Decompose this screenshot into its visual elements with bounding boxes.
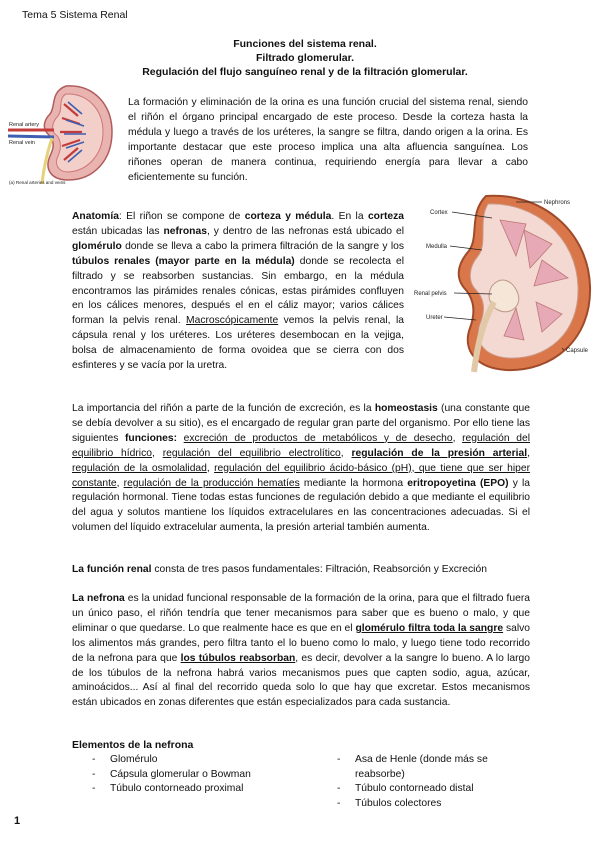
renal-artery-label: Renal artery [9, 122, 39, 128]
title-line-1: Funciones del sistema renal. [233, 38, 377, 50]
capsule-label: Capsule [566, 348, 589, 354]
renal-vein-label: Renal vein [9, 140, 35, 146]
glomerulo-filtra-phrase: glomérulo filtra toda la sangre [355, 622, 504, 634]
funcion-acido-basico: regulación del equilibrio ácido-básico (pH), que tiene que ser hiper constante [72, 462, 530, 489]
list-item: - Túbulo contorneado distal [337, 782, 527, 797]
elementos-heading: Elementos de la nefrona [72, 739, 194, 751]
kidney-vessels-illustration [8, 80, 118, 188]
homeostasis-text [177, 433, 184, 444]
list-item: - Cápsula glomerular o Bowman [92, 768, 312, 783]
funcion-renal-term: La función renal [72, 564, 152, 575]
nefrona-text: es la unidad funcional responsable de la formación de la orina, para que el filtrado fuera un único paso, el riñón tendría que tener mecanismos para saber que es bueno o malo, y que eliminar o que quedarse. Lo que realmente hace es que en el [72, 593, 530, 634]
tubulos-reabsorban-phrase: los túbulos reabsorban [180, 652, 296, 664]
kidney-anatomy-illustration [412, 190, 600, 374]
anatomia-text: donde se lleva a cabo la primera filtración de la sangre y los [121, 240, 404, 252]
funcion-osmolalidad: regulación de la osmolalidad [72, 462, 207, 474]
nefrona-paragraph [72, 592, 530, 711]
homeostasis-separator: , [452, 432, 463, 444]
anatomia-glomerulo: glomérulo [72, 240, 122, 252]
funcion-renal-paragraph [72, 563, 542, 578]
funciones-term: funciones: [124, 432, 178, 444]
title-line-2: Filtrado glomerular. [255, 52, 355, 64]
anatomia-corteza-medula: corteza y médula [244, 211, 332, 222]
funcion-presion-arterial: regulación de la presión arterial [351, 447, 528, 459]
anatomia-nefronas: nefronas [163, 225, 207, 237]
funcion-hidrico: regulación del equilibrio hídrico [72, 432, 530, 459]
anatomia-term: Anatomía [72, 211, 119, 222]
homeostasis-separator: , [527, 447, 530, 459]
medulla-label: Medulla [426, 244, 448, 250]
nefrona-text: salvo los alimentos más grandes, pero filtra tanto el lo bueno como lo malo, y luego tiene todo recorrido de la nefrona para que [72, 622, 530, 664]
kidney-vessels-figure [8, 80, 118, 188]
homeostasis-text: mediante la hormona [299, 477, 408, 489]
homeostasis-paragraph [72, 402, 530, 536]
funcion-renal-text: consta de tres pasos fundamentales: Filtración, Reabsorción y Excreción [151, 564, 487, 575]
list-item: - Glomérulo [92, 753, 312, 768]
anatomia-tubulos: túbulos renales (mayor parte en la médula) [72, 255, 295, 267]
title-line-3: Regulación del flujo sanguíneo renal y de la filtración glomerular. [142, 66, 468, 78]
list-item: - Túbulos colectores [337, 797, 527, 812]
anatomia-text: donde se recolecta el filtrado y se reabsorben sustancias. Sin embargo, en la médula encontramos las pirámides renales cónicas, estas pirámides confluyen en los cálices menores, después el en el cáliz mayor; varios cálices forman la pelvis renal. [72, 255, 404, 327]
funcion-excrecion: excreción de productos de metabólicos y de desecho [183, 432, 453, 444]
cortex-label: Cortex [430, 210, 448, 216]
anatomia-text: están ubicadas las [72, 225, 164, 237]
homeostasis-term: homeostasis [374, 403, 438, 414]
anatomia-text: : El riñon se compone de [118, 211, 245, 222]
homeostasis-separator: , [151, 447, 163, 459]
anatomia-macroscopicamente: Macroscópicamente [186, 315, 279, 327]
list-item: - Asa de Henle (donde más se reabsorbe) [337, 753, 527, 782]
nephrons-label: Nephrons [544, 200, 571, 206]
page-number: 1 [14, 815, 21, 827]
elementos-list-right [337, 753, 527, 811]
funcion-electrolitico: regulación del equilibrio electrolítico [162, 447, 341, 459]
funcion-hematies: regulación de la producción hematíes [123, 477, 300, 489]
homeostasis-text: La importancia del riñón a parte de la función de excreción, es la [72, 403, 375, 414]
renal-pelvis-label: Renal pelvis [414, 291, 447, 297]
homeostasis-separator: , [206, 462, 215, 474]
anatomia-corteza: corteza [367, 211, 404, 222]
elementos-list-left [92, 753, 312, 797]
nefrona-text: , es decir, devolver a la sangre lo bueno. A lo largo de los túbulos de la nefrona habrá varios mecanismos pues que capten sodio, agua, azúcar, aminoácidos... Así al final del recorrido queda solo lo que hay que excretar. Estos mecanismos están ubicados en zonas diferentes que están especializados para cada sustancia. [72, 652, 530, 709]
homeostasis-text: y la regulación hormonal. Tiene todas estas funciones de regulación debido a que mediante el equilibrio del agua y solutos mantiene los líquidos extracelulares en las concentraciones adecuadas. Si el volumen del líquido extracelular aumenta, la presión arterial también aumenta. [72, 477, 530, 534]
figure1-caption: (a) Renal arteries and veins [9, 180, 66, 185]
intro-paragraph: La formación y eliminación de la orina es una función crucial del sistema renal, siendo el riñón el órgano principal encargado de este proceso. Desde la corteza hasta la médula y luego a través de los uréteres, la sangre se filtra, dando origen a la orina. Es importante destacar que este proceso implica una alta afluencia sanguínea. Los riñones operan de manera continua, requiriendo energía para llevar a cabo eficientemente su función. [128, 97, 528, 183]
document-title [110, 37, 500, 79]
page-header: Tema 5 Sistema Renal [22, 9, 128, 21]
ureter-label: Ureter [426, 315, 443, 321]
nefrona-term: La nefrona [72, 593, 125, 604]
anatomia-text: vemos la pelvis renal, la cápsula renal y los uréteres. Los uréteres desembocan en la vejiga, bolsa de almacenamiento de forma ovoidea que se cierra con dos esfinteres y se vacía por la uretra. [72, 315, 404, 372]
homeostasis-text: (una constante que se debía devolver a su sitio), es el encargado de regular gran parte del organismo. Por ello tiene las siguientes [72, 403, 530, 444]
list-item: - Túbulo contorneado proximal [92, 782, 312, 797]
homeostasis-separator: , [116, 477, 124, 489]
homeostasis-separator: , [340, 447, 352, 459]
anatomia-text: . En la [331, 211, 368, 222]
anatomia-text: , y dentro de las nefronas está ubicado el [206, 225, 405, 237]
epo-term: eritropoyetina (EPO) [407, 477, 509, 489]
kidney-anatomy-figure [412, 190, 600, 374]
anatomia-paragraph [72, 210, 404, 374]
